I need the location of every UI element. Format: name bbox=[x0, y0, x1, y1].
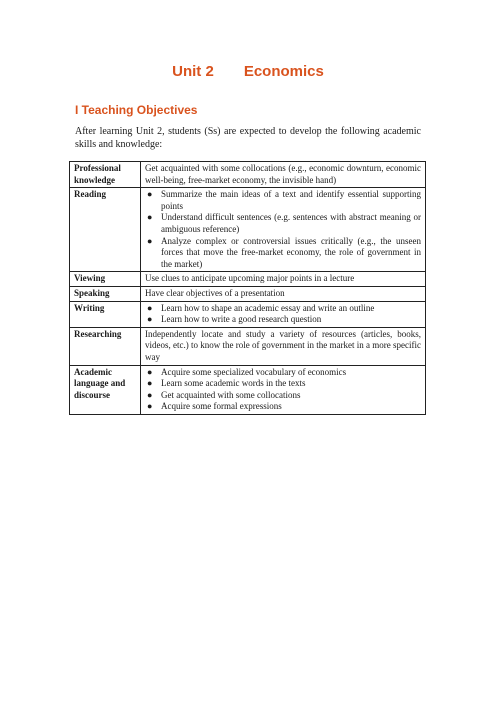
list-item: ● Acquire some specialized vocabulary of economics bbox=[147, 366, 347, 377]
page-title bbox=[0, 63, 496, 80]
bullet-icon: ● bbox=[147, 302, 153, 313]
skill-description bbox=[141, 301, 426, 327]
unit-number: Unit 2 bbox=[172, 63, 214, 80]
list-item: ● Understand difficult sentences (e.g. sentences with abstract meaning or ambiguous reference) bbox=[147, 212, 421, 234]
bullet-icon: ● bbox=[147, 389, 153, 400]
skill-label: Speaking bbox=[70, 286, 141, 301]
list-item: ● Learn how to write a good research question bbox=[147, 314, 322, 325]
skill-label: Viewing bbox=[70, 272, 141, 287]
unit-topic: Economics bbox=[243, 63, 324, 80]
list-item: ● Learn some academic words in the texts bbox=[147, 378, 306, 389]
list-item: ● Summarize the main ideas of a text and identify essential supporting points bbox=[147, 189, 421, 211]
skill-label: Reading bbox=[70, 188, 141, 272]
skill-description bbox=[141, 365, 426, 414]
bullet-list bbox=[145, 189, 421, 270]
table-row bbox=[70, 327, 426, 365]
table-row bbox=[70, 365, 426, 414]
bullet-icon: ● bbox=[147, 189, 153, 200]
list-item: ● Analyze complex or controversial issues critically (e.g., the unseen forces that move the free-market economy, the role of government in the market) bbox=[147, 235, 421, 269]
table-row bbox=[70, 286, 426, 301]
skill-description: Use clues to anticipate upcoming major points in a lecture bbox=[141, 272, 426, 287]
skill-label: Writing bbox=[70, 301, 141, 327]
bullet-icon: ● bbox=[147, 401, 153, 412]
list-item: ● Get acquainted with some collocations bbox=[147, 389, 301, 400]
intro-paragraph: After learning Unit 2, students (Ss) are expected to develop the following academic skills and knowledge: bbox=[75, 126, 421, 150]
skill-label: Academic language and discourse bbox=[70, 365, 141, 414]
skill-description: Have clear objectives of a presentation bbox=[141, 286, 426, 301]
skill-description: Get acquainted with some collocations (e.g., economic downturn, economic well-being, free-market economy, the invisible hand) bbox=[141, 162, 426, 188]
section-heading: I Teaching Objectives bbox=[75, 103, 198, 117]
table-row bbox=[70, 301, 426, 327]
bullet-icon: ● bbox=[147, 378, 153, 389]
bullet-icon: ● bbox=[147, 314, 153, 325]
objectives-table bbox=[69, 161, 426, 415]
bullet-icon: ● bbox=[147, 235, 153, 246]
skill-label: Researching bbox=[70, 327, 141, 365]
bullet-icon: ● bbox=[147, 212, 153, 223]
table-row bbox=[70, 272, 426, 287]
list-item: ● Learn how to shape an academic essay and write an outline bbox=[147, 302, 375, 313]
bullet-icon: ● bbox=[147, 366, 153, 377]
list-item: ● Acquire some formal expressions bbox=[147, 401, 282, 412]
bullet-list bbox=[145, 367, 421, 413]
bullet-list bbox=[145, 303, 421, 326]
skill-description bbox=[141, 188, 426, 272]
skill-description: Independently locate and study a variety of resources (articles, books, videos, etc.) to know the role of government in the market in a more specific way bbox=[141, 327, 426, 365]
skill-label: Professional knowledge bbox=[70, 162, 141, 188]
table-row bbox=[70, 188, 426, 272]
table-row bbox=[70, 162, 426, 188]
